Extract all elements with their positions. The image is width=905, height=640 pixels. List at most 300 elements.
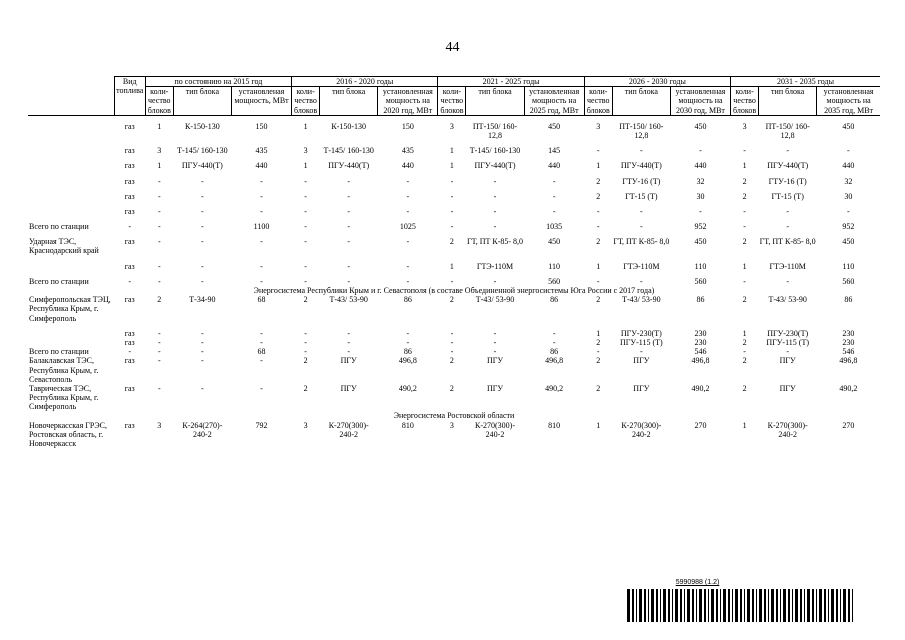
table-cell: газ — [124, 328, 135, 338]
table-cell: ПГУ — [633, 383, 650, 393]
table-cell: Т-43/ 53-90 — [768, 295, 807, 305]
table-cell: 450 — [548, 121, 561, 131]
table-cell: 2 — [449, 356, 454, 366]
table-cell: - — [304, 176, 307, 186]
table-cell: - — [596, 276, 600, 286]
header-power: установленная мощность на 2035 год, МВт — [817, 87, 880, 116]
table-cell: - — [743, 206, 746, 216]
station-name — [28, 323, 114, 338]
table-cell: ГТЭ-110М — [623, 261, 660, 271]
table-cell: 2 — [449, 237, 454, 247]
table-cell: - — [201, 356, 204, 366]
table-cell: 30 — [696, 191, 705, 201]
table-cell: К-270(300)- 240-2 — [621, 420, 662, 439]
header-period: 2016 - 2020 годы — [292, 77, 438, 87]
table-cell: - — [786, 276, 789, 286]
table-cell: 110 — [694, 261, 707, 271]
section-header — [28, 286, 880, 295]
table-cell: - — [201, 276, 204, 286]
station-name: Таврическая ТЭС, Республика Крым, г. Симферополь — [29, 383, 99, 412]
table-cell: 3 — [303, 146, 308, 156]
barcode-number: 5990988 (1.2) — [675, 579, 720, 586]
table-cell: - — [304, 328, 307, 338]
table-cell: 490,2 — [545, 383, 564, 393]
table-cell: - — [201, 206, 204, 216]
table-cell: - — [157, 328, 161, 338]
table-cell: - — [640, 206, 643, 216]
table-cell: 2 — [303, 383, 308, 393]
table-cell: ГТ, ПТ К-85- 8,0 — [759, 237, 816, 247]
table-cell: 2 — [742, 191, 747, 201]
table-cell: 3 — [742, 121, 747, 131]
table-cell: - — [450, 328, 454, 338]
table-cell: 150 — [255, 121, 268, 131]
table-cell: 440 — [401, 161, 414, 171]
table-cell: 2 — [449, 295, 454, 305]
table-cell: - — [260, 276, 263, 286]
table-cell: - — [347, 191, 351, 201]
table-cell: - — [201, 261, 204, 271]
table-cell: - — [304, 206, 307, 216]
table-cell: - — [786, 146, 789, 156]
table-cell: 2 — [742, 237, 747, 247]
table-cell: - — [201, 237, 204, 247]
table-cell: газ — [124, 206, 135, 216]
table-cell: Т-145/ 160-130 — [177, 146, 228, 156]
table-cell: - — [406, 206, 410, 216]
table-cell: - — [552, 176, 556, 186]
table-cell: 68 — [257, 347, 266, 357]
station-name: Всего по станции — [29, 347, 89, 357]
table-cell: 2 — [596, 383, 601, 393]
table-cell: ГТ-15 (Т) — [771, 191, 804, 201]
table-cell: 810 — [401, 420, 414, 430]
table-row — [28, 256, 880, 271]
table-cell: - — [847, 206, 850, 216]
table-cell: - — [260, 261, 263, 271]
header-period: 2026 - 2030 годы — [584, 77, 730, 87]
table-cell: ГТУ-16 (Т) — [622, 176, 661, 186]
table-cell: ПТ-150/ 160-12,8 — [472, 121, 518, 140]
table-cell: - — [450, 206, 454, 216]
table-cell: газ — [124, 295, 135, 305]
station-name — [28, 140, 114, 155]
table-row — [28, 231, 880, 255]
table-cell: - — [260, 191, 263, 201]
table-cell: ПГУ-230(Т) — [620, 328, 662, 338]
table-cell: 1 — [596, 328, 601, 338]
table-cell: ПГУ — [779, 356, 796, 366]
table-cell: - — [201, 328, 204, 338]
table-cell: газ — [124, 383, 135, 393]
header-count: коли- чество блоков — [145, 87, 173, 116]
header-period: по состоянию на 2015 год — [145, 77, 291, 87]
table-cell: - — [260, 206, 263, 216]
table-cell: - — [552, 328, 556, 338]
table-cell: - — [699, 206, 702, 216]
station-name — [28, 338, 114, 347]
table-cell: - — [493, 206, 497, 216]
table-cell: 1035 — [546, 222, 563, 232]
table-cell: - — [493, 176, 497, 186]
table-cell: - — [260, 328, 263, 338]
table-cell: Т-43/ 53-90 — [329, 295, 368, 305]
table-cell: 1 — [157, 161, 162, 171]
table-cell: - — [260, 337, 263, 347]
table-cell: - — [406, 176, 410, 186]
table-cell: 1 — [596, 420, 601, 430]
table-cell: - — [596, 206, 600, 216]
header-fuel: Вид топлива — [114, 77, 145, 116]
table-cell: газ — [124, 121, 135, 131]
table-cell: 490,2 — [691, 383, 710, 393]
table-cell: ГТ, ПТ К-85- 8,0 — [466, 237, 524, 247]
table-cell: 496,8 — [691, 356, 710, 366]
table-row — [28, 338, 880, 347]
table-cell: - — [406, 276, 410, 286]
table-cell: - — [260, 237, 263, 247]
table-cell: - — [157, 206, 161, 216]
table-cell: К-150-130 — [185, 121, 220, 131]
table-cell: - — [304, 337, 307, 347]
table-row — [28, 155, 880, 170]
table-cell: газ — [124, 176, 135, 186]
table-cell: - — [157, 191, 161, 201]
table-cell: 3 — [303, 420, 308, 430]
station-name: Новочеркасская ГРЭС, Ростовская область, г. Новочеркасск — [29, 420, 107, 448]
table-cell: - — [596, 222, 600, 232]
table-cell: ПГУ — [633, 356, 650, 366]
table-cell: - — [128, 347, 132, 357]
station-name: Ударная ТЭС, Краснодарский край — [29, 237, 99, 256]
header-count: коли- чество блоков — [584, 87, 612, 116]
table-cell: 450 — [548, 237, 561, 247]
header-power: установленная мощность на 2030 год, МВт — [670, 87, 730, 116]
table-cell: ГТ, ПТ К-85- 8,0 — [613, 237, 670, 247]
table-cell: - — [450, 337, 454, 347]
table-cell: 2 — [303, 295, 308, 305]
header-type: тип блока — [320, 87, 378, 116]
table-cell: - — [157, 276, 161, 286]
table-cell: 1 — [596, 161, 601, 171]
table-cell: - — [406, 237, 410, 247]
header-period: 2031 - 2035 годы — [731, 77, 880, 87]
table-cell: - — [201, 337, 204, 347]
table-cell: - — [450, 276, 454, 286]
table-cell: ПГУ-115 (Т) — [620, 337, 663, 347]
header-power: установленная мощность на 2020 год, МВт — [378, 87, 438, 116]
table-cell: Т-145/ 160-130 — [469, 146, 521, 156]
table-cell: 440 — [694, 161, 707, 171]
table-cell: газ — [124, 261, 135, 271]
table-row — [28, 295, 880, 323]
table-cell: К-270(300)- 240-2 — [475, 420, 516, 439]
table-cell: газ — [124, 161, 135, 171]
table-cell: - — [640, 222, 643, 232]
header-type: тип блока — [173, 87, 231, 116]
table-cell: 230 — [694, 328, 707, 338]
table-cell: 1 — [303, 161, 308, 171]
table-cell: ПГУ-440(Т) — [181, 161, 223, 171]
table-cell: 32 — [844, 176, 853, 186]
table-cell: - — [493, 328, 497, 338]
table-cell: - — [347, 276, 351, 286]
table-cell: 560 — [694, 276, 707, 286]
station-name: Симферопольская ТЭЦ, Республика Крым, г. Симферополь — [29, 295, 111, 323]
table-cell: - — [157, 347, 161, 357]
table-cell: 1 — [157, 121, 162, 131]
table-cell: - — [304, 237, 307, 247]
table-cell: - — [304, 276, 307, 286]
table-cell: ПГУ — [340, 383, 357, 393]
table-cell: 792 — [255, 420, 268, 430]
table-cell: 546 — [694, 347, 707, 357]
table-cell: 230 — [842, 328, 855, 338]
table-body — [28, 115, 880, 448]
table-cell: газ — [124, 191, 135, 201]
table-cell: 496,8 — [839, 356, 858, 366]
table-cell: - — [347, 206, 351, 216]
table-cell: 2 — [742, 337, 747, 347]
table-cell: 3 — [449, 420, 454, 430]
table-cell: 1 — [596, 261, 601, 271]
table-cell: 810 — [548, 420, 561, 430]
table-cell: 560 — [548, 276, 561, 286]
table-cell: 2 — [596, 337, 601, 347]
table-cell: ГТ-15 (Т) — [625, 191, 658, 201]
header-type: тип блока — [759, 87, 817, 116]
table-cell: - — [596, 146, 600, 156]
table-row — [28, 347, 880, 356]
table-cell: - — [493, 191, 497, 201]
table-cell: ГТЭ-110М — [476, 261, 514, 271]
table-cell: газ — [124, 420, 135, 430]
table-cell: 1 — [449, 146, 454, 156]
station-name — [28, 256, 114, 271]
table-cell: 1 — [742, 328, 747, 338]
table-cell: - — [347, 328, 351, 338]
table-cell: - — [347, 176, 351, 186]
table-cell: 110 — [842, 261, 855, 271]
table-cell: 490,2 — [839, 383, 858, 393]
header-type: тип блока — [612, 87, 670, 116]
table-cell: - — [304, 347, 307, 357]
table-cell: - — [201, 222, 204, 232]
table-row — [28, 356, 880, 384]
table-cell: 1025 — [399, 222, 416, 232]
table-cell: - — [406, 261, 410, 271]
table-cell: 230 — [842, 337, 855, 347]
table-cell: 496,8 — [545, 356, 564, 366]
table-cell: - — [157, 356, 161, 366]
table-row — [28, 271, 880, 286]
table-cell: К-150-130 — [331, 121, 367, 131]
table-cell: 1 — [742, 420, 747, 430]
table-cell: - — [493, 347, 497, 357]
table-cell: ГТЭ-110М — [769, 261, 806, 271]
table-row — [28, 115, 880, 140]
table-cell: - — [128, 222, 132, 232]
table-cell: - — [157, 337, 161, 347]
header-type: тип блока — [466, 87, 524, 116]
table-cell: - — [743, 146, 746, 156]
table-cell: 450 — [694, 237, 707, 247]
table-cell: - — [743, 347, 746, 357]
table-cell: - — [406, 328, 410, 338]
table-cell: - — [260, 383, 263, 393]
station-name — [28, 201, 114, 216]
table-cell: - — [596, 347, 600, 357]
table-cell: - — [347, 347, 351, 357]
table-cell: 3 — [157, 146, 162, 156]
table-cell: - — [304, 222, 307, 232]
table-cell: 952 — [694, 222, 707, 232]
table-cell: 86 — [844, 295, 853, 305]
table-cell: 145 — [548, 146, 561, 156]
table-cell: - — [847, 146, 850, 156]
table-cell: - — [743, 276, 746, 286]
table-cell: 86 — [403, 347, 412, 357]
table-row — [28, 186, 880, 201]
header-power: установленная мощность на 2025 год, МВт — [524, 87, 584, 116]
table-cell: ПГУ — [486, 356, 504, 366]
barcode — [625, 589, 857, 622]
table-cell: - — [699, 146, 702, 156]
table-row — [28, 140, 880, 155]
table-cell: газ — [124, 337, 135, 347]
table-cell: 450 — [694, 121, 707, 131]
table-cell: - — [640, 146, 643, 156]
table-cell: 560 — [842, 276, 855, 286]
table-cell: - — [406, 337, 410, 347]
table-cell: - — [786, 222, 789, 232]
page-number: 44 — [445, 40, 460, 55]
table-cell: - — [493, 337, 497, 347]
table-cell: 32 — [696, 176, 705, 186]
table-cell: 86 — [403, 295, 412, 305]
table-cell: - — [304, 191, 307, 201]
table-cell: 2 — [742, 176, 747, 186]
table-cell: 2 — [742, 356, 747, 366]
header-count: коли- чество блоков — [731, 87, 759, 116]
table-cell: - — [640, 347, 643, 357]
table-cell: ПГУ-440(Т) — [620, 161, 662, 171]
table-cell: Т-43/ 53-90 — [622, 295, 661, 305]
table-cell: 2 — [596, 356, 601, 366]
table-cell: Т-43/ 53-90 — [475, 295, 515, 305]
table-cell: ПГУ — [779, 383, 796, 393]
header-station — [28, 77, 114, 116]
table-cell: 2 — [596, 191, 601, 201]
table-cell: 1100 — [253, 222, 270, 232]
table-cell: - — [157, 222, 161, 232]
table-cell: 435 — [401, 146, 414, 156]
table-cell: газ — [124, 237, 135, 247]
table-cell: ПТ-150/ 160-12,8 — [619, 121, 664, 140]
table-cell: - — [552, 191, 556, 201]
table-cell: 3 — [449, 121, 454, 131]
table-cell: - — [786, 347, 789, 357]
table-cell: 1 — [449, 261, 454, 271]
table-cell: ПГУ-440(Т) — [328, 161, 370, 171]
table-cell: газ — [124, 146, 135, 156]
section-title: Энергосистема Ростовской области — [393, 411, 515, 421]
table-cell: - — [304, 261, 307, 271]
header-count: коли- чество блоков — [292, 87, 320, 116]
table-cell: - — [157, 176, 161, 186]
table-cell: - — [640, 276, 643, 286]
table-cell: ГТУ-16 (Т) — [768, 176, 807, 186]
table-cell: 952 — [842, 222, 855, 232]
table-cell: - — [450, 176, 454, 186]
station-name: Балаклавская ТЭС, Республика Крым, г. Севастополь — [29, 356, 99, 384]
table-cell: 230 — [694, 337, 707, 347]
table-cell: 270 — [694, 420, 707, 430]
table-cell: 2 — [596, 237, 601, 247]
table-cell: К-264(270)- 240-2 — [182, 420, 223, 439]
table-row — [28, 171, 880, 186]
table-cell: газ — [124, 356, 135, 366]
table-cell: ПГУ-440(Т) — [474, 161, 516, 171]
table-cell: - — [260, 356, 263, 366]
table-cell: ПГУ-115 (Т) — [766, 337, 809, 347]
table-cell: 546 — [842, 347, 855, 357]
table-cell: 450 — [842, 121, 855, 131]
table-row — [28, 216, 880, 231]
table-cell: 2 — [742, 295, 747, 305]
table-cell: - — [201, 347, 204, 357]
table-cell: - — [743, 222, 746, 232]
table-cell: 2 — [596, 295, 601, 305]
table-cell: К-270(300)- 240-2 — [767, 420, 808, 439]
table-cell: - — [552, 337, 556, 347]
station-name — [28, 171, 114, 186]
table-cell: - — [347, 337, 351, 347]
table-cell: ПГУ-230(Т) — [767, 328, 809, 338]
header-period: 2021 - 2025 годы — [438, 77, 584, 87]
table-row — [28, 201, 880, 216]
table-cell: - — [493, 222, 497, 232]
table-cell: - — [493, 276, 497, 286]
table-cell: 68 — [257, 295, 266, 305]
table-cell: - — [347, 237, 351, 247]
table-cell: - — [157, 237, 161, 247]
table-row — [28, 384, 880, 412]
table-cell: 3 — [157, 420, 162, 430]
section-header — [28, 411, 880, 420]
table-cell: - — [347, 222, 351, 232]
table-cell: 2 — [303, 356, 308, 366]
table-cell: - — [347, 261, 351, 271]
table-cell: К-270(300)- 240-2 — [328, 420, 369, 439]
table-cell: 3 — [596, 121, 601, 131]
table-cell: - — [157, 383, 161, 393]
table-cell: 450 — [842, 237, 855, 247]
table-cell: 2 — [742, 383, 747, 393]
table-cell: 2 — [157, 295, 162, 305]
table-cell: ПТ-150/ 160-12,8 — [765, 121, 810, 140]
table-cell: 86 — [696, 295, 705, 305]
table-cell: ПГУ — [340, 356, 357, 366]
table-cell: 440 — [548, 161, 561, 171]
station-name: Всего по станции — [29, 222, 89, 232]
table-cell: ПГУ-440(Т) — [767, 161, 809, 171]
table-cell: 2 — [596, 176, 601, 186]
table-cell: 1 — [742, 261, 747, 271]
station-name — [28, 155, 114, 170]
table-row — [28, 421, 880, 449]
table-cell: - — [552, 206, 556, 216]
